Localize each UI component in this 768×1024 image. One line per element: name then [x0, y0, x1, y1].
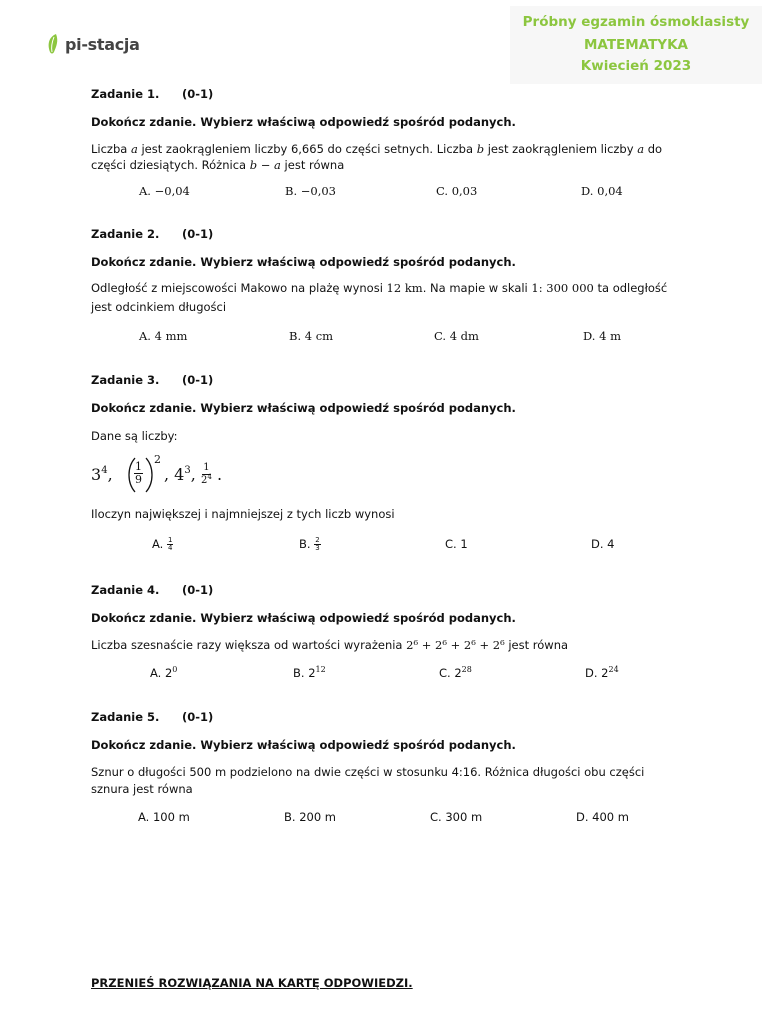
task-3-instruction: Dokończ zdanie. Wybierz właściwą odpowiedź spośród podanych.	[91, 401, 516, 415]
task-5-text-line1: Sznur o długości 500 m podzielono na dwie części w stosunku 4:16. Różnica długości obu części	[91, 765, 645, 779]
exam-subject: MATEMATYKA	[584, 37, 688, 53]
task-5-answer-c[interactable]: C. 300 m	[430, 810, 483, 824]
task-3-title: Zadanie 3.	[91, 373, 160, 387]
task-4-title: Zadanie 4.	[91, 583, 160, 597]
task-3-question: Iloczyn największej i najmniejszej z tych liczb wynosi	[91, 507, 395, 521]
task-1-text-line1: Liczba a jest zaokrągleniem liczby 6,665 do części setnych. Liczba b jest zaokrągleniem liczby a do	[91, 142, 663, 156]
task-4-answer-b[interactable]: B. $2^{12}$	[293, 665, 326, 680]
task-3-intro: Dane są liczby:	[91, 429, 178, 443]
task-1-instruction: Dokończ zdanie. Wybierz właściwą odpowiedź spośród podanych.	[91, 115, 516, 129]
task-4-instruction: Dokończ zdanie. Wybierz właściwą odpowiedź spośród podanych.	[91, 611, 516, 625]
task-2-text-line2: jest odcinkiem długości	[91, 300, 227, 314]
task-4-points: (0-1)	[182, 583, 214, 597]
task-2-text-line1: Odległość z miejscowości Makowo na plażę wynosi 12 km. Na mapie w skali 1: 300 000 ta odległość	[91, 281, 668, 295]
task-4-answer-d[interactable]: D. $2^{24}$	[585, 665, 619, 680]
task-3-answer-d[interactable]: D. 4	[591, 537, 615, 551]
task-1-answer-b[interactable]: B. −0,03	[285, 184, 337, 198]
task-4-text: Liczba szesnaście razy większa od wartości wyrażenia 2⁶ + 2⁶ + 2⁶ + 2⁶ jest równa	[91, 638, 569, 652]
task-5-answer-a[interactable]: A. 100 m	[138, 810, 190, 824]
leaf-icon	[46, 33, 62, 55]
task-4-answer-a[interactable]: A. $2^0$	[150, 665, 178, 680]
task-2-title: Zadanie 2.	[91, 227, 160, 241]
task-1-answer-c[interactable]: C. 0,03	[436, 184, 478, 198]
task-1-title: Zadanie 1.	[91, 87, 160, 101]
task-3-answer-c[interactable]: C. 1	[445, 537, 468, 551]
task-3-numbers: $3^4$, $\frac{1}{9}$ 2 , $4^3$, $\frac{1}{2^4}$ .	[91, 455, 351, 495]
task-1-answer-a[interactable]: A. −0,04	[139, 184, 190, 198]
exam-title: Próbny egzamin ósmoklasisty	[522, 14, 750, 30]
task-2-instruction: Dokończ zdanie. Wybierz właściwą odpowiedź spośród podanych.	[91, 255, 516, 269]
task-5-answer-b[interactable]: B. 200 m	[284, 810, 337, 824]
task-1-answer-d[interactable]: D. 0,04	[581, 184, 623, 198]
logo	[46, 33, 140, 55]
task-5-points: (0-1)	[182, 710, 214, 724]
task-2-answer-a[interactable]: A. 4 mm	[139, 329, 188, 343]
task-3-answer-b[interactable]: B. $\frac{2}{3}$	[299, 536, 320, 552]
task-3-answer-a[interactable]: A. $\frac{1}{4}$	[152, 536, 173, 552]
task-1-text-line2: części dziesiątych. Różnica b − a jest równa	[91, 158, 345, 172]
task-2-points: (0-1)	[182, 227, 214, 241]
task-3-points: (0-1)	[182, 373, 214, 387]
task-2-answer-c[interactable]: C. 4 dm	[434, 329, 479, 343]
footer-instruction: PRZENIEŚ ROZWIĄZANIA NA KARTĘ ODPOWIEDZI.	[91, 976, 413, 990]
task-5-text-line2: sznura jest równa	[91, 782, 193, 796]
logo-text: pi-stacja	[65, 34, 140, 54]
task-5-answer-d[interactable]: D. 400 m	[576, 810, 629, 824]
exam-date: Kwiecień 2023	[580, 58, 692, 74]
task-2-answer-b[interactable]: B. 4 cm	[289, 329, 334, 343]
task-1-points: (0-1)	[182, 87, 214, 101]
task-4-answer-c[interactable]: C. $2^{28}$	[439, 665, 472, 680]
task-5-instruction: Dokończ zdanie. Wybierz właściwą odpowiedź spośród podanych.	[91, 738, 516, 752]
task-2-answer-d[interactable]: D. 4 m	[583, 329, 621, 343]
task-5-title: Zadanie 5.	[91, 710, 160, 724]
